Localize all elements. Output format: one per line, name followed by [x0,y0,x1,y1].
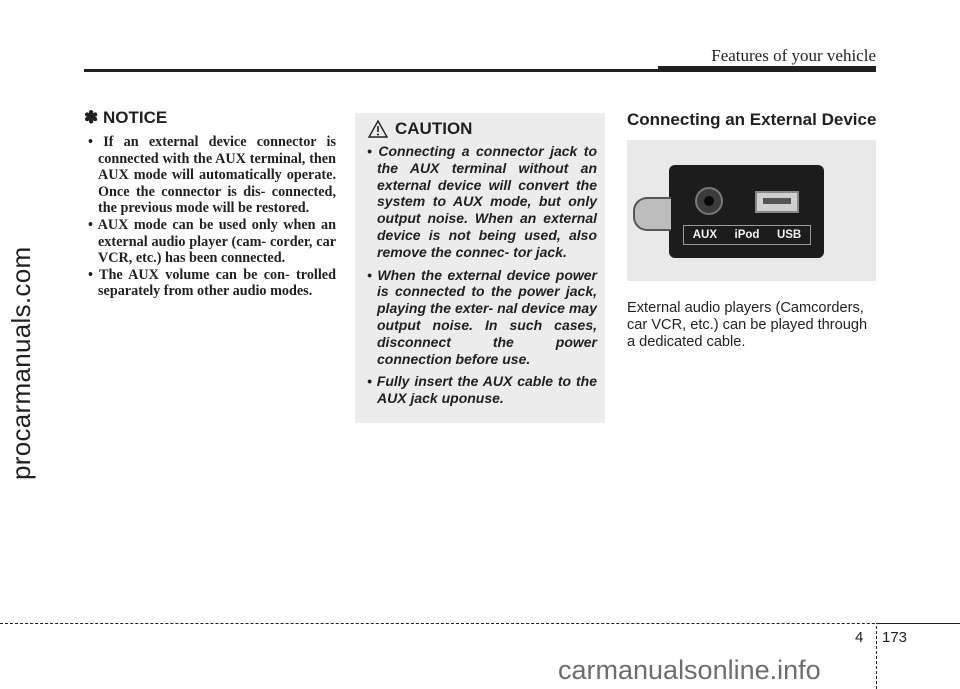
warning-triangle-icon [367,119,389,139]
panel-label-usb: USB [776,229,802,241]
section-body: External audio players (Camcorders, car VCR, etc.) can be played through a dedicated cable. [627,300,868,350]
caution-box [355,113,605,423]
bottom-watermark: carmanualsonline.info [558,655,821,685]
caution-item: • Connecting a connector jack to the AUX terminal without an external device will convert the system to AUX mode, but only output noise. When an external device is not being used, also remove the connec- tor jack. [355,143,605,261]
chapter-number: 4 [855,629,864,646]
aux-usb-panel [669,165,824,258]
footer-rule [0,623,960,624]
notice-item: • If an external device connector is connected with the AUX terminal, then AUX mode will automatically operate. Once the connector is dis- connected, the previous mode will be restored. [84,134,336,217]
page-number: 173 [882,629,908,646]
notice-item: • The AUX volume can be con- trolled separately from other audio modes. [84,267,336,300]
aux-jack-hole [704,196,714,206]
header-title: Features of your vehicle [711,46,876,65]
panel-frame [633,197,671,231]
notice-heading: ✽ NOTICE [84,108,168,127]
aux-jack-icon [695,187,723,215]
usb-port-slot [763,198,791,204]
usb-port-icon [755,191,799,213]
caution-item: • When the external device power is connected to the power jack, playing the exter- nal device may output noise. In such cases, disconnect the power connection before use. [355,267,605,368]
notice-box [84,108,336,300]
panel-label-aux: AUX [692,229,718,241]
page-divider [876,626,877,689]
caution-title: CAUTION [395,119,473,138]
notice-list [84,134,336,300]
section-title: Connecting an External Device [627,110,877,129]
caution-item: • Fully insert the AUX cable to the AUX jack uponuse. [355,373,605,407]
device-photo [627,140,876,281]
caution-list [355,143,605,407]
side-watermark: procarmanuals.com [6,246,36,480]
panel-label-ipod: iPod [734,229,760,241]
notice-item: • AUX mode can be used only when an external audio player (cam- corder, car VCR, etc.) has been connected. [84,217,336,267]
footer-rule-solid [876,623,960,624]
header-rule-accent [658,66,876,72]
caution-header [367,119,605,139]
panel-label [683,225,811,245]
